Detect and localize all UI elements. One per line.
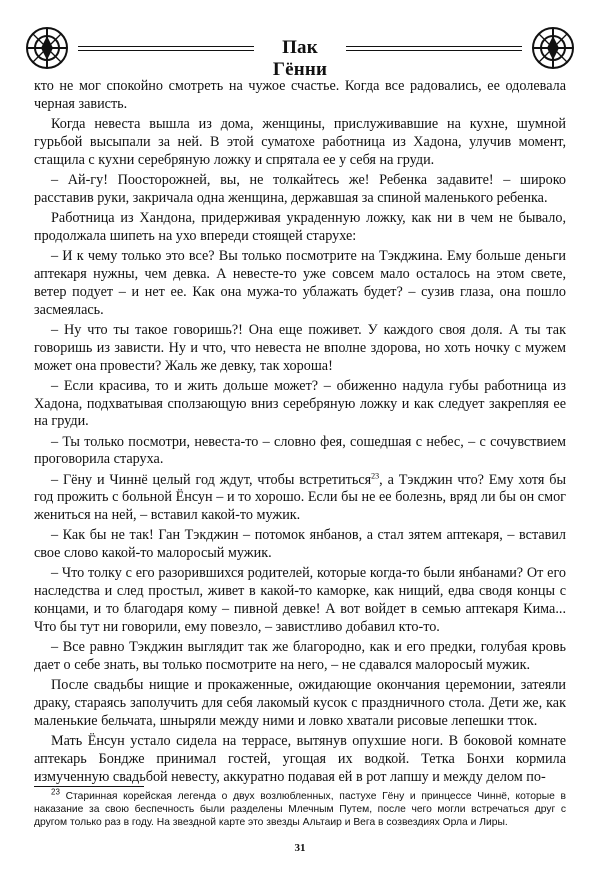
paragraph: – Все равно Тэкджин выглядит так же благородно, как и его предки, голубая кровь дает о себе знать, вы только посмотрите на него, – не сдавался малоросый мужик. xyxy=(34,639,566,674)
header-rule-left xyxy=(78,46,254,47)
paragraph: кто не мог спокойно смотреть на чужое счастье. Когда все радовались, ее одолевала черная зависть. xyxy=(34,78,566,112)
paragraph: – Если красива, то и жить дольше может? – обиженно надула губы работница из Хадона, подхватывая сползающую вниз серебряную ложку и как следует закрепляя ее на груди. xyxy=(34,377,566,430)
footnote xyxy=(34,787,566,829)
paragraph-part: , а Тэкджин что? Ему хотя бы год прожить с больной Ёнсун – и то хорошо. Если бы не ее болезнь, вряд ли бы он смог жениться на ней, – вставил какой-то мужик. xyxy=(34,471,566,524)
paragraph: – Ну что ты такое говоришь?! Она еще поживет. У каждого своя доля. А ты так говоришь из зависти. Ну и что, что невеста не вполне здорова, но хоть ночку с мужем может она провести? Жаль же девку, так хороша! xyxy=(34,321,566,374)
main-text xyxy=(34,78,566,789)
footnote-ref[interactable]: 23 xyxy=(371,470,380,480)
page-title: Пак Гённи xyxy=(272,37,328,80)
footnote-text: Старинная корейская легенда о двух возлюбленных, пастухе Гёну и принцессе Чиннё, которые в наказание за свою беспечность были разделены Млечным Путем, после чего могли встречаться друг с другом только раз в году. На звездной карте это звезды Альтаир и Вега в созвездиях Орла и Лиры. xyxy=(34,791,566,828)
paragraph: – Как бы не так! Ган Тэкджин – потомок янбанов, а стал зятем аптекаря, – вставил свое слово какой-то малоросый мужик. xyxy=(34,527,566,562)
paragraph: Мать Ёнсун устало сидела на террасе, вытянув опухшие ноги. В боковой комнате аптекарь Бондже принимал гостей, угощая их водкой. Тетка Бонхи кормила измученную свадьбой невесту, аккуратно подавая ей в рот лапшу и между делом по- xyxy=(34,733,566,785)
footnote-number: 23 xyxy=(51,787,60,797)
paragraph-part: – Гёну и Чиннё целый год ждут, чтобы встретиться xyxy=(51,471,372,488)
header-rule-right-double xyxy=(346,50,522,51)
paragraph: – И к чему только это все? Вы только посмотрите на Тэкджина. Ему больше деньги аптекаря нужны, чем девка. А невесте-то уже совсем мало осталось на этом свете, ветер подует – и нет ее. Как она мужа-то ублажать будет? – сузив глаза, она пошло засмеялась. xyxy=(34,247,566,318)
paragraph: После свадьбы нищие и прокаженные, ожидающие окончания церемонии, затеяли драку, стараясь заполучить для себя лакомый кусок с праздничного стола. Дети же, как маленькие бельчата, шныряли между ними и ловко хватали рисовые лепешки тток. xyxy=(34,677,566,730)
ornament-left-icon xyxy=(18,24,76,72)
paragraph: Когда невеста вышла из дома, женщины, прислуживавшие на кухне, шумной гурьбой высыпали за ней. В этой суматохе работница из Хадона, улучив момент, стащила с кухни серебряную ложку и спрятала ее у себя на груди. xyxy=(34,116,566,168)
paragraph: – Ты только посмотри, невеста-то – словно фея, сошедшая с небес, – с сочувствием проговорила старуха. xyxy=(34,433,566,468)
ornament-right-icon xyxy=(524,24,582,72)
running-header xyxy=(18,24,582,80)
header-rule-left-double xyxy=(78,50,254,51)
page-number: 31 xyxy=(294,842,306,854)
paragraph: – Ай-гу! Поосторожней, вы, не толкайтесь же! Ребенка задавите! – широко расставив руки, закричала одна женщина, державшая за спиной маленького ребенка. xyxy=(34,171,566,206)
paragraph: Работница из Хандона, придерживая украденную ложку, как ни в чем не бывало, продолжала шипеть на ухо впереди стоящей старухе: xyxy=(34,209,566,244)
header-rule-right xyxy=(346,46,522,47)
paragraph: – Что толку с его разорившихся родителей, которые когда-то были янбанами? От его наследства и след простыл, живет в какой-то каморке, как нищий, едва сводя концы с концами, и то благодаря кому – пивной девке! А вот войдет в семью аптекаря Кима... Что бы тут ни говорили, ему повезло, – завистливо добавил кто-то. xyxy=(34,565,566,636)
paragraph xyxy=(34,472,566,526)
